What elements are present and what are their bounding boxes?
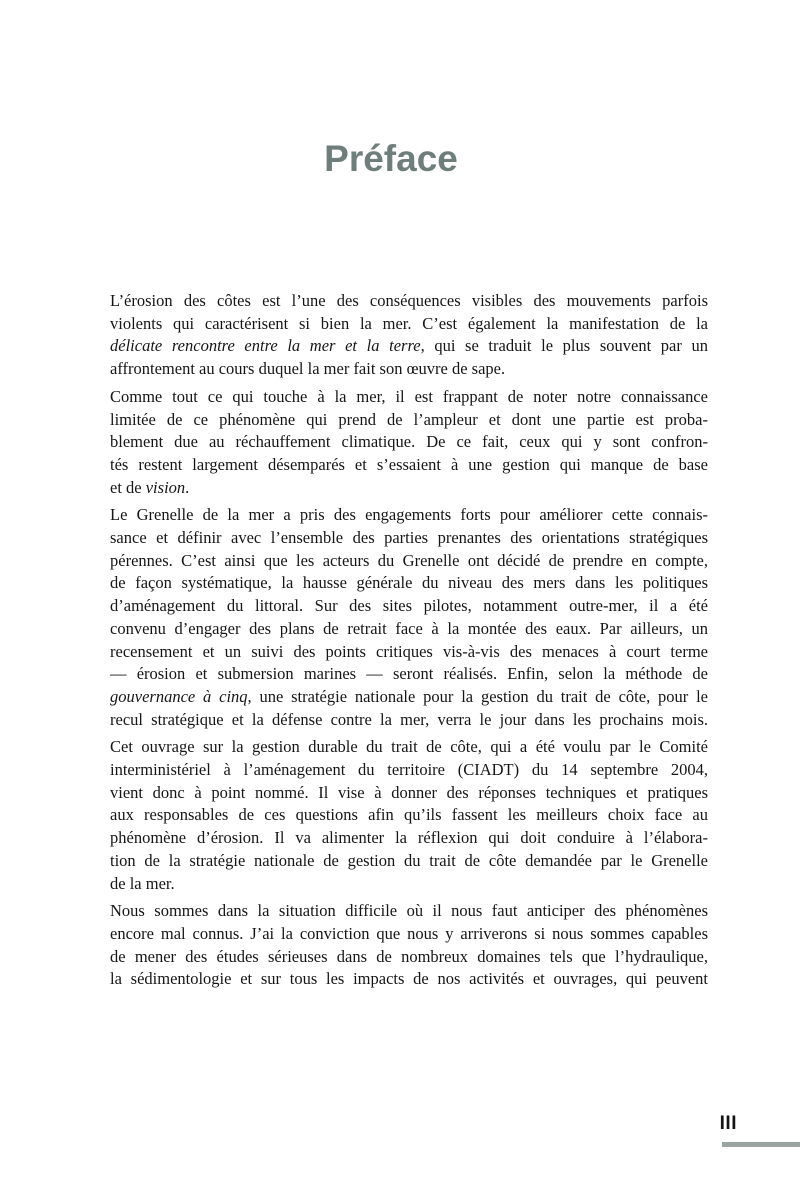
text-segment: interministériel à l’aménagement du territoire (CIADT) du 14 septembre 2004,: [110, 760, 708, 780]
text-line: [110, 782, 708, 805]
footer-rule: [722, 1142, 800, 1147]
text-line: [110, 618, 708, 641]
paragraph: [110, 290, 708, 381]
text-segment: Comme tout ce qui touche à la mer, il est frappant de noter notre connaissance: [110, 386, 708, 406]
text-segment: convenu d’engager des plans de retrait face à la montée des eaux. Par ailleurs, un: [110, 618, 708, 638]
text-segment: Cet ouvrage sur la gestion durable du trait de côte, qui a été voulu par le Comité: [110, 737, 708, 757]
text-segment: affrontement au cours duquel la mer fait son œuvre de sape.: [110, 359, 506, 379]
text-line: [110, 663, 708, 686]
text-line: [110, 873, 708, 896]
text-line: [110, 827, 708, 850]
text-segment: violents qui caractérisent si bien la mer. C’est également la manifestation de la: [110, 313, 708, 333]
text-line: [110, 709, 708, 732]
text-segment: la sédimentologie et sur tous les impacts de nos activités et ouvrages, qui peuvent: [110, 969, 708, 989]
text-segment: blement due au réchauffement climatique. De ce fait, ceux qui y sont confron-: [110, 432, 708, 452]
text-line: [110, 946, 708, 969]
page-title: Préface: [324, 138, 458, 179]
text-line: [110, 409, 708, 432]
text-segment: aux responsables de ces questions afin qu’ils fassent les meilleurs choix face au: [110, 805, 708, 825]
italic-text-segment: gouvernance à cinq: [110, 686, 248, 706]
text-segment: L’érosion des côtes est l’une des conséquences visibles des mouvements parfois: [110, 291, 708, 310]
text-segment: , qui se traduit le plus souvent par un: [420, 336, 708, 356]
text-segment: tés restent largement désemparés et s’essaient à une gestion qui manque de base: [110, 454, 708, 474]
paragraph: [110, 386, 708, 500]
text-segment: recul stratégique et la défense contre la mer, verra le jour dans les prochains mois.: [110, 709, 708, 729]
paragraph: [110, 504, 708, 731]
text-segment: et de: [110, 477, 146, 497]
text-segment: de la mer.: [110, 873, 175, 893]
text-line: [110, 504, 708, 527]
text-segment: de mener des études sérieuses dans de nombreux domaines tels que l’hydraulique,: [110, 946, 708, 966]
italic-text-segment: vision: [145, 477, 186, 497]
text-segment: d’aménagement du littoral. Sur des sites pilotes, notamment outre-mer, il a été: [110, 596, 708, 616]
text-line: [110, 641, 708, 664]
text-line: [110, 736, 708, 759]
text-line: [110, 527, 708, 550]
text-segment: de façon systématique, la hausse générale du niveau des mers dans les politiques: [110, 573, 708, 593]
body-text: [110, 290, 708, 996]
text-line: [110, 431, 708, 454]
text-segment: pérennes. C’est ainsi que les acteurs du Grenelle ont décidé de prendre en compte,: [110, 550, 708, 570]
text-segment: phénomène d’érosion. Il va alimenter la réflexion qui doit conduire à l’élabora-: [110, 828, 708, 848]
text-line: [110, 572, 708, 595]
text-line: [110, 804, 708, 827]
text-segment: , une stratégie nationale pour la gestion du trait de côte, pour le: [247, 686, 708, 706]
italic-text-segment: délicate rencontre entre la mer et la terre: [110, 336, 421, 356]
text-segment: Le Grenelle de la mer a pris des engagements forts pour améliorer cette connais-: [110, 505, 708, 525]
text-line: [110, 386, 708, 409]
text-line: [110, 759, 708, 782]
text-segment: vient donc à point nommé. Il vise à donner des réponses techniques et pratiques: [110, 782, 708, 802]
text-line: [110, 923, 708, 946]
text-line: [110, 335, 708, 358]
text-line: [110, 595, 708, 618]
text-line: [110, 550, 708, 573]
text-line: [110, 454, 708, 477]
text-segment: limitée de ce phénomène qui prend de l’ampleur et dont une partie est proba-: [110, 409, 708, 429]
text-segment: tion de la stratégie nationale de gestion du trait de côte demandée par le Grenelle: [110, 850, 708, 870]
text-line: [110, 968, 708, 991]
text-segment: sance et définir avec l’ensemble des parties prenantes des orientations stratégiques: [110, 528, 708, 548]
text-line: [110, 313, 708, 336]
text-line: [110, 290, 708, 313]
text-line: [110, 850, 708, 873]
text-line: [110, 686, 708, 709]
paragraph: [110, 736, 708, 895]
text-segment: .: [185, 477, 190, 497]
text-line: [110, 900, 708, 923]
page-number: III: [719, 1113, 737, 1134]
paragraph: [110, 900, 708, 991]
text-line: [110, 477, 708, 500]
text-segment: Nous sommes dans la situation difficile où il nous faut anticiper des phénomènes: [110, 901, 708, 921]
text-segment: — érosion et submersion marines — seront réalisés. Enfin, selon la méthode de: [110, 664, 708, 684]
text-line: [110, 358, 708, 381]
text-segment: encore mal connus. J’ai la conviction que nous y arriverons si nous sommes capables: [110, 923, 708, 943]
text-segment: recensement et un suivi des points critiques vis-à-vis des menaces à court terme: [110, 641, 708, 661]
